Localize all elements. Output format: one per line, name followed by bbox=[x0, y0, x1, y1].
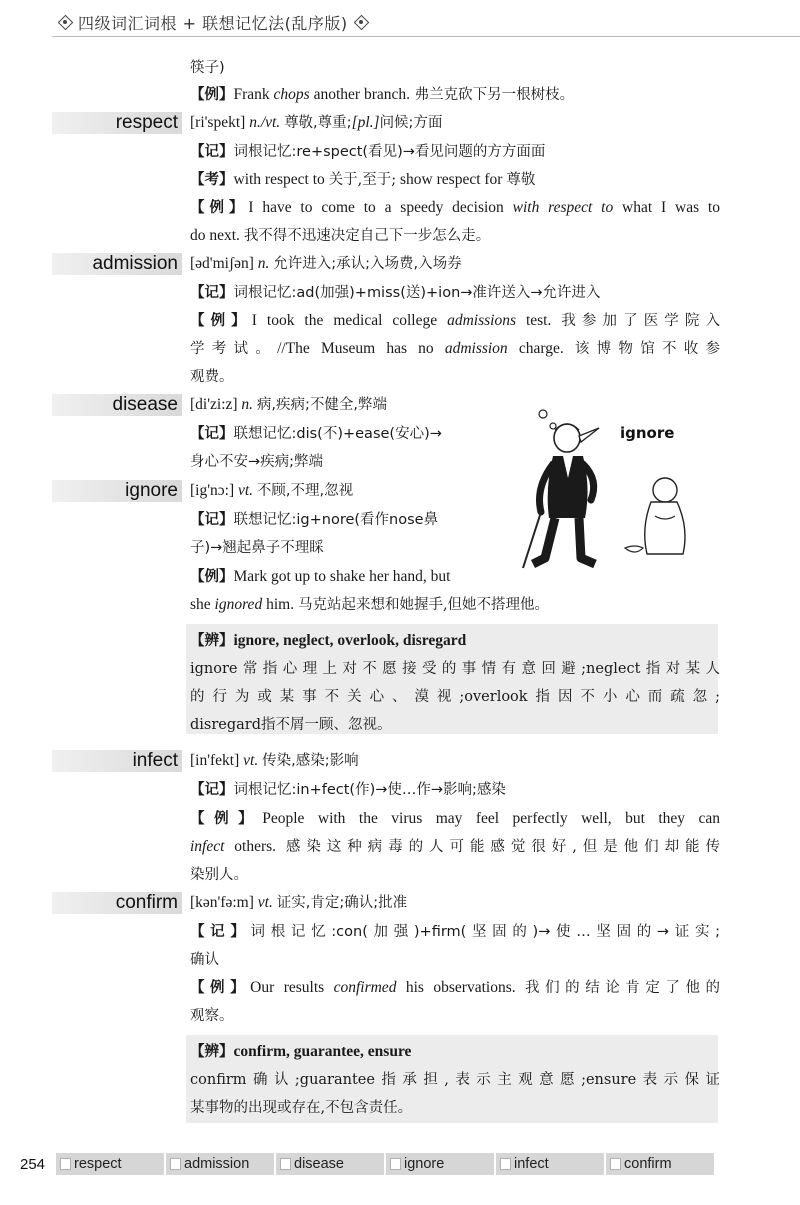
admission-memory: 【记】词根记忆:ad(加强)+miss(送)+ion→准许送入→允许进入 bbox=[190, 285, 601, 301]
man-ignoring-child-illustration bbox=[505, 408, 690, 578]
respect-exam: 【考】with respect to 关于,至于; show respect for 尊敬 bbox=[190, 171, 536, 188]
footer-index-ignore: ignore bbox=[386, 1153, 494, 1175]
ignore-distinction-title: 【辨】ignore, neglect, overlook, disregard bbox=[190, 632, 467, 649]
infect-example: 【例】People with the virus may feel perfectly well, but they can bbox=[190, 810, 720, 827]
admission-example-end: 观费。 bbox=[190, 369, 234, 385]
running-header bbox=[52, 10, 374, 34]
checkbox-icon bbox=[500, 1158, 511, 1170]
headword-disease: disease bbox=[52, 394, 182, 416]
admission-example: 【例】I took the medical college admissions test. 我参加了医学院入 bbox=[190, 312, 720, 329]
header-title: 四级词汇词根 + 联想记忆法(乱序版) bbox=[78, 13, 348, 33]
headword-infect: infect bbox=[52, 750, 182, 772]
confirm-distinction-title: 【辨】confirm, guarantee, ensure bbox=[190, 1043, 412, 1060]
respect-definition: [ri'spekt] n./vt. 尊敬,尊重;[pl.]问候;方面 bbox=[190, 114, 443, 131]
footer-index-infect: infect bbox=[496, 1153, 604, 1175]
respect-example: 【例】I have to come to a speedy decision with respect to what I was to bbox=[190, 199, 720, 216]
headword-confirm: confirm bbox=[52, 892, 182, 914]
disease-definition: [di'zi:z] n. 病,疾病;不健全,弊端 bbox=[190, 396, 388, 413]
checkbox-icon bbox=[170, 1158, 181, 1170]
continuation-line: 筷子) bbox=[190, 60, 225, 76]
respect-memory: 【记】词根记忆:re+spect(看见)→看见问题的方方面面 bbox=[190, 144, 546, 160]
footer-index-respect: respect bbox=[56, 1153, 164, 1175]
ignore-definition: [ig'nɔ:] vt. 不顾,不理,忽视 bbox=[190, 482, 354, 499]
infect-definition: [in'fekt] vt. 传染,感染;影响 bbox=[190, 752, 359, 769]
header-divider bbox=[52, 36, 800, 37]
infect-example-cont: infect others. 感染这种病毒的人可能感觉很好,但是他们却能传 bbox=[190, 838, 720, 855]
diamond-icon bbox=[354, 15, 368, 29]
admission-definition: [əd'miʃən] n. 允许进入;承认;入场费,入场券 bbox=[190, 255, 462, 272]
checkbox-icon bbox=[60, 1158, 71, 1170]
disease-memory: 【记】联想记忆:dis(不)+ease(安心)→ bbox=[190, 426, 442, 442]
page-number: 254 bbox=[20, 1155, 46, 1173]
ignore-memory-cont: 子)→翘起鼻子不理睬 bbox=[190, 540, 324, 556]
infect-example-end: 染别人。 bbox=[190, 867, 248, 883]
headword-ignore: ignore bbox=[52, 480, 182, 502]
disease-memory-cont: 身心不安→疾病;弊端 bbox=[190, 454, 324, 470]
admission-example-cont: 学考试。//The Museum has no admission charge. 该博物馆不收参 bbox=[190, 340, 721, 357]
footer-index-confirm: confirm bbox=[606, 1153, 714, 1175]
footer-index-disease: disease bbox=[276, 1153, 384, 1175]
diamond-icon bbox=[58, 15, 72, 29]
headword-admission: admission bbox=[52, 253, 182, 275]
confirm-memory-cont: 确认 bbox=[190, 952, 219, 968]
ignore-distinction-text: 的行为或某事不关心、漠视;overlook指因不小心而疏忽; bbox=[190, 689, 720, 705]
footer-index-admission: admission bbox=[166, 1153, 274, 1175]
confirm-definition: [kən'fə:m] vt. 证实,肯定;确认;批准 bbox=[190, 894, 408, 911]
confirm-example-end: 观察。 bbox=[190, 1008, 234, 1024]
illustration-caption: ignore bbox=[620, 424, 675, 442]
continuation-example: 【例】Frank chops another branch. 弗兰克砍下另一根树枝。 bbox=[190, 86, 575, 103]
ignore-memory: 【记】联想记忆:ig+nore(看作nose鼻 bbox=[190, 512, 439, 528]
checkbox-icon bbox=[280, 1158, 291, 1170]
ignore-distinction-text: disregard指不屑一顾、忽视。 bbox=[190, 717, 392, 733]
checkbox-icon bbox=[390, 1158, 401, 1170]
checkbox-icon bbox=[610, 1158, 621, 1170]
confirm-distinction-text: 某事物的出现或存在,不包含责任。 bbox=[190, 1100, 413, 1116]
page-footer bbox=[20, 1153, 56, 1175]
headword-respect: respect bbox=[52, 112, 182, 134]
infect-memory: 【记】词根记忆:in+fect(作)→使…作→影响;感染 bbox=[190, 782, 506, 798]
ignore-example: 【例】Mark got up to shake her hand, but bbox=[190, 568, 451, 585]
respect-example-cont: do next. 我不得不迅速决定自己下一步怎么走。 bbox=[190, 227, 491, 244]
ignore-distinction-text: ignore常指心理上对不愿接受的事情有意回避;neglect指对某人 bbox=[190, 661, 720, 677]
confirm-example: 【例】Our results confirmed his observations. 我们的结论肯定了他的 bbox=[190, 979, 721, 996]
ignore-example-cont: she ignored him. 马克站起来想和她握手,但她不搭理他。 bbox=[190, 596, 550, 613]
confirm-distinction-text: confirm确认;guarantee指承担,表示主观意愿;ensure表示保证 bbox=[190, 1072, 720, 1088]
confirm-memory: 【记】词根记忆:con(加强)+firm(坚固的)→使…坚固的→证实; bbox=[190, 924, 721, 940]
